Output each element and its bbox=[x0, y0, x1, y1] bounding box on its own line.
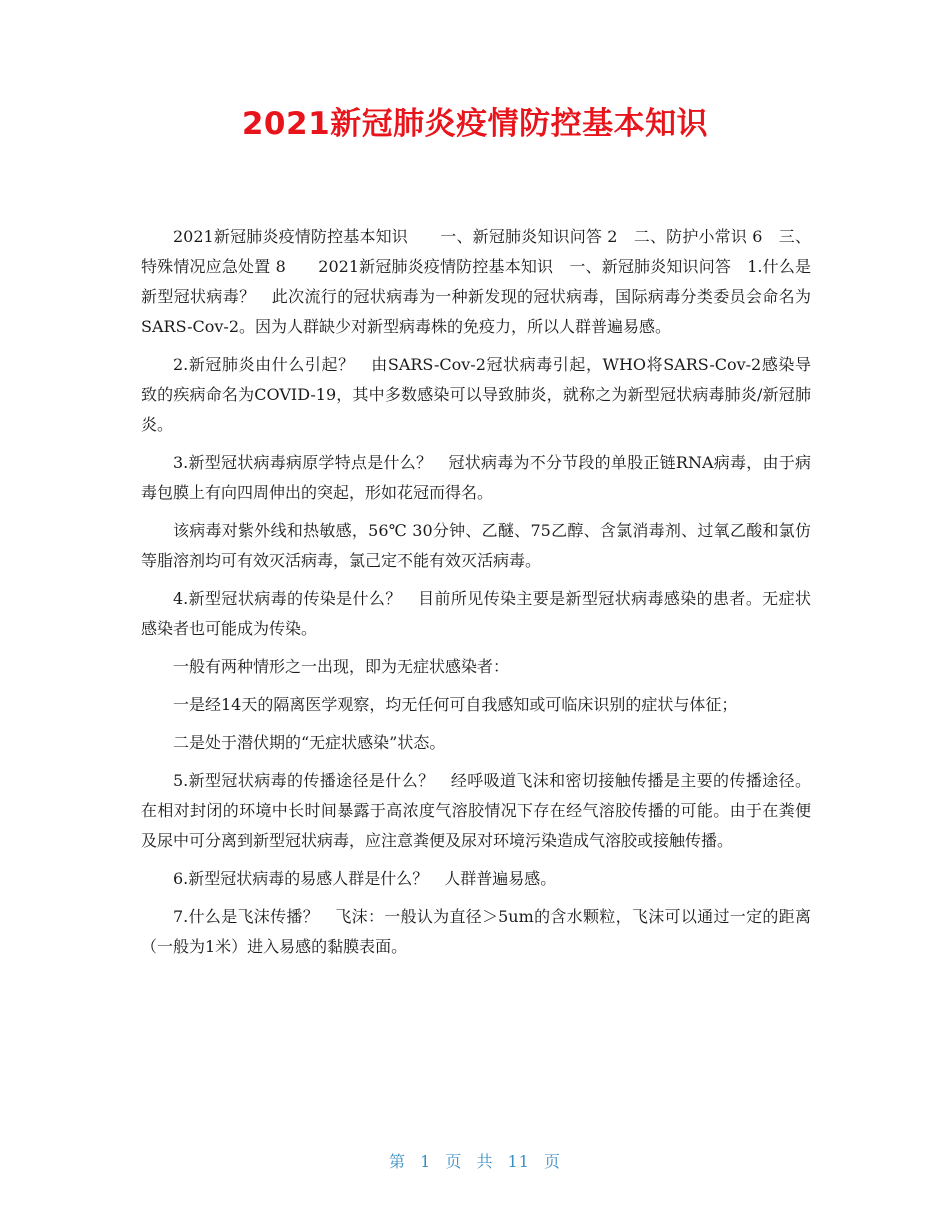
paragraph: 该病毒对紫外线和热敏感，56℃ 30分钟、乙醚、75乙醇、含氯消毒剂、过氧乙酸和氯仿等脂溶剂均可有效灭活病毒，氯己定不能有效灭活病毒。 bbox=[141, 521, 811, 570]
total-suffix: 页 bbox=[544, 1152, 562, 1171]
page-number: 1 bbox=[420, 1152, 432, 1171]
total-pages: 11 bbox=[507, 1152, 530, 1171]
paragraph: 2.新冠肺炎由什么引起？ 由SARS-Cov-2冠状病毒引起，WHO将SARS-Cov-2感染导致的疾病命名为COVID-19，其中多数感染可以导致肺炎，就称之为新型冠状病毒肺炎/新冠肺炎。 bbox=[141, 355, 811, 434]
paragraph: 6.新型冠状病毒的易感人群是什么？ 人群普遍易感。 bbox=[173, 869, 557, 888]
document-body bbox=[141, 222, 811, 970]
paragraph: 5.新型冠状病毒的传播途径是什么？ 经呼吸道飞沫和密切接触传播是主要的传播途径。在相对封闭的环境中长时间暴露于高浓度气溶胶情况下存在经气溶胶传播的可能。由于在粪便及尿中可分离到新型冠状病毒，应注意粪便及尿对环境污染造成气溶胶或接触传播。 bbox=[141, 771, 811, 850]
paragraph: 一是经14天的隔离医学观察，均无任何可自我感知或可临床识别的症状与体征； bbox=[173, 695, 738, 714]
paragraph: 二是处于潜伏期的“无症状感染”状态。 bbox=[173, 733, 446, 752]
document-title: 2021新冠肺炎疫情防控基本知识 bbox=[241, 106, 709, 142]
page-prefix: 第 bbox=[388, 1152, 406, 1171]
paragraph: 3.新型冠状病毒病原学特点是什么？ 冠状病毒为不分节段的单股正链RNA病毒，由于病毒包膜上有向四周伸出的突起，形如花冠而得名。 bbox=[141, 453, 811, 502]
paragraph: 一般有两种情形之一出现，即为无症状感染者： bbox=[173, 657, 510, 676]
page-footer bbox=[0, 1150, 950, 1174]
paragraph: 7.什么是飞沫传播？ 飞沫：一般认为直径＞5um的含水颗粒，飞沫可以通过一定的距离（一般为1米）进入易感的黏膜表面。 bbox=[141, 907, 811, 956]
paragraph: 2021新冠肺炎疫情防控基本知识 一、新冠肺炎知识问答 2 二、防护小常识 6 三、特殊情况应急处置 8 2021新冠肺炎疫情防控基本知识 一、新冠肺炎知识问答 1.什么是新型冠状病毒？ 此次流行的冠状病毒为一种新发现的冠状病毒，国际病毒分类委员会命名为SARS-Cov-2。因为人群缺少对新型病毒株的免疫力，所以人群普遍易感。 bbox=[141, 227, 811, 336]
total-prefix: 共 bbox=[476, 1152, 494, 1171]
paragraph: 4.新型冠状病毒的传染是什么？ 目前所见传染主要是新型冠状病毒感染的患者。无症状感染者也可能成为传染。 bbox=[141, 589, 811, 638]
page-suffix: 页 bbox=[445, 1152, 463, 1171]
